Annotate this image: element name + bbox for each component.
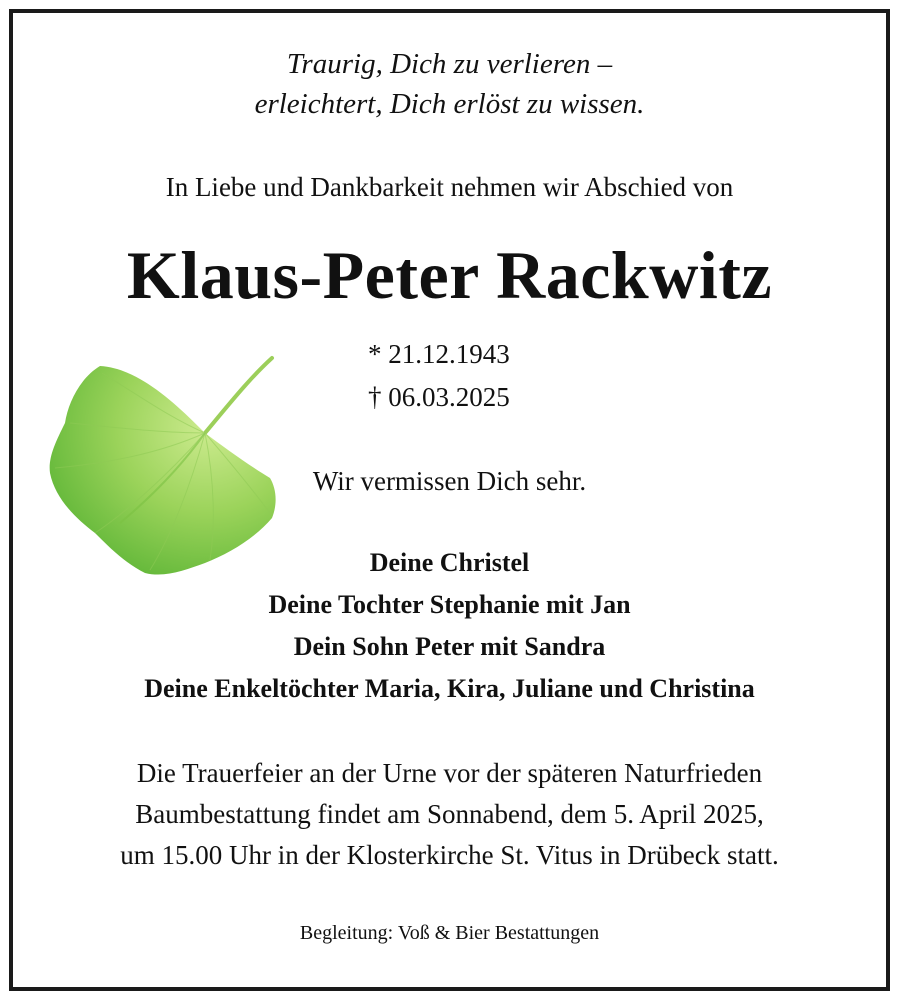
closing-message: Wir vermissen Dich sehr.: [312, 466, 587, 496]
motto-line-2: erleichtert, Dich erlöst zu wissen.: [254, 88, 645, 120]
death-date: † 06.03.2025: [368, 382, 510, 412]
birth-date: * 21.12.1943: [368, 339, 510, 369]
mourner-line: Deine Enkeltöchter Maria, Kira, Juliane und Christina: [144, 674, 755, 703]
motto-line-1: Traurig, Dich zu verlieren –: [286, 48, 613, 80]
mourner-line: Deine Tochter Stephanie mit Jan: [268, 590, 631, 619]
mourner-line: Dein Sohn Peter mit Sandra: [293, 632, 606, 661]
ceremony-line: Die Trauerfeier an der Urne vor der späteren Naturfrieden: [136, 758, 763, 788]
ceremony-line: Baumbestattung findet am Sonnabend, dem 5. April 2025,: [135, 799, 764, 829]
mourner-line: Deine Christel: [369, 548, 530, 577]
intro-text: In Liebe und Dankbarkeit nehmen wir Abschied von: [165, 172, 734, 202]
funeral-home-credit: Begleitung: Voß & Bier Bestattungen: [299, 922, 600, 944]
deceased-name: Klaus-Peter Rackwitz: [126, 237, 773, 313]
ceremony-line: um 15.00 Uhr in der Klosterkirche St. Vitus in Drübeck statt.: [120, 840, 779, 870]
